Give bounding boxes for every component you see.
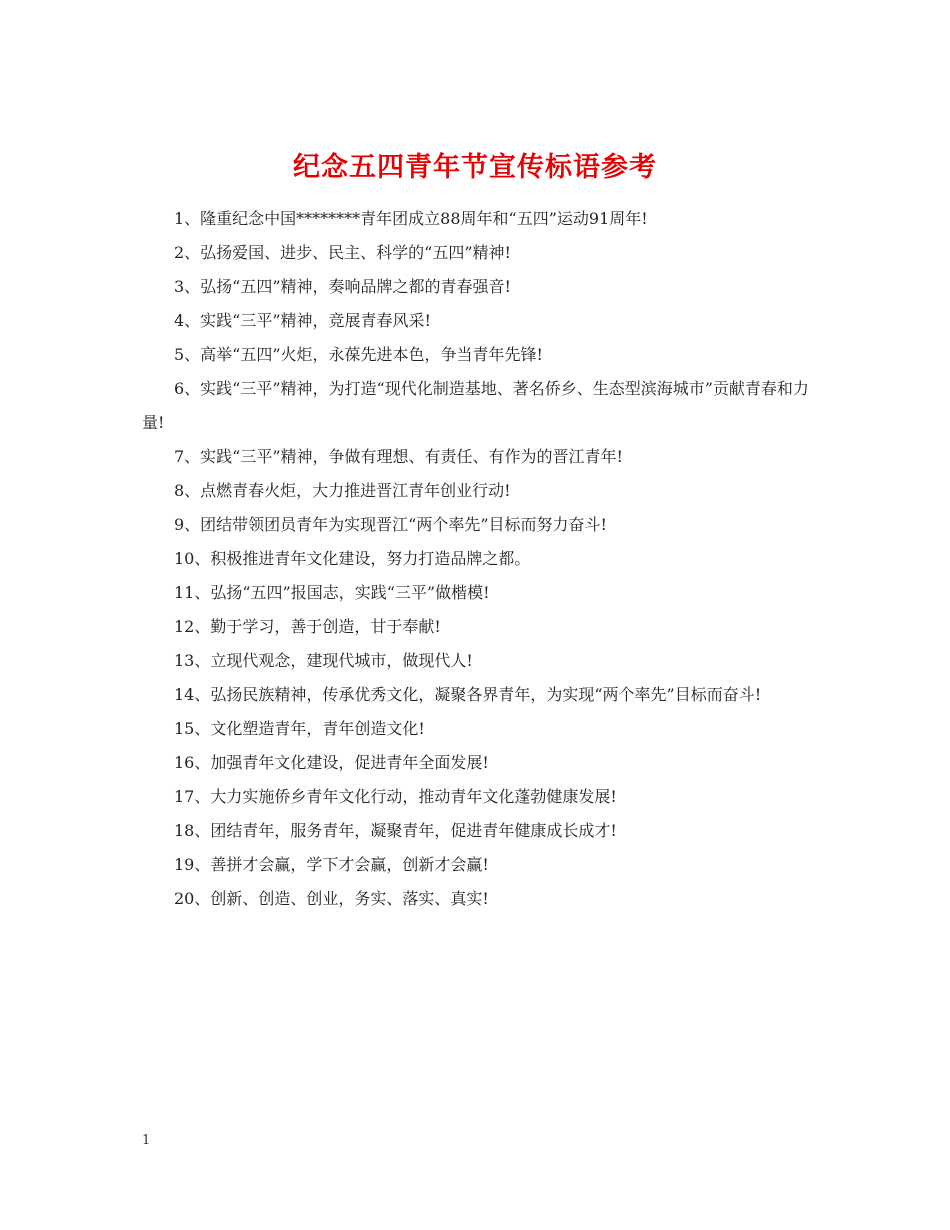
list-item: 12、勤于学习，善于创造，甘于奉献! [174,617,441,636]
list-item: 2、弘扬爱国、进步、民主、科学的“五四”精神! [174,243,511,262]
list-item: 6、实践“三平”精神，为打造“现代化制造基地、著名侨乡、生态型滨海城市”贡献青春和力量! [142,379,809,432]
list-item: 15、文化塑造青年，青年创造文化! [174,719,425,738]
list-item: 19、善拼才会赢，学下才会赢，创新才会赢! [174,855,489,874]
list-item: 5、高举“五四”火炬，永葆先进本色，争当青年先锋! [174,345,543,364]
list-item: 1、隆重纪念中国********青年团成立88周年和“五四”运动91周年! [174,209,648,228]
list-item: 14、弘扬民族精神，传承优秀文化，凝聚各界青年，为实现“两个率先”目标而奋斗! [174,685,762,704]
document-title: 纪念五四青年节宣传标语参考 [293,152,657,184]
list-item: 8、点燃青春火炬，大力推进晋江青年创业行动! [174,481,511,500]
list-item: 7、实践“三平”精神，争做有理想、有责任、有作为的晋江青年! [174,447,623,466]
list-item: 4、实践“三平”精神，竞展青春风采! [174,311,431,330]
list-item: 10、积极推进青年文化建设，努力打造品牌之都。 [174,549,531,568]
slogan-list [142,202,812,916]
list-item: 17、大力实施侨乡青年文化行动，推动青年文化蓬勃健康发展! [174,787,617,806]
list-item: 13、立现代观念，建现代城市，做现代人! [174,651,473,670]
list-item: 20、创新、创造、创业，务实、落实、真实! [174,889,489,908]
list-item: 11、弘扬“五四”报国志，实践“三平”做楷模! [174,583,490,602]
list-item: 3、弘扬“五四”精神，奏响品牌之都的青春强音! [174,277,511,296]
list-item: 9、团结带领团员青年为实现晋江“两个率先”目标而努力奋斗! [174,515,607,534]
page-number: 1 [142,1133,151,1148]
list-item: 18、团结青年，服务青年，凝聚青年，促进青年健康成长成才! [174,821,617,840]
list-item: 16、加强青年文化建设，促进青年全面发展! [174,753,489,772]
